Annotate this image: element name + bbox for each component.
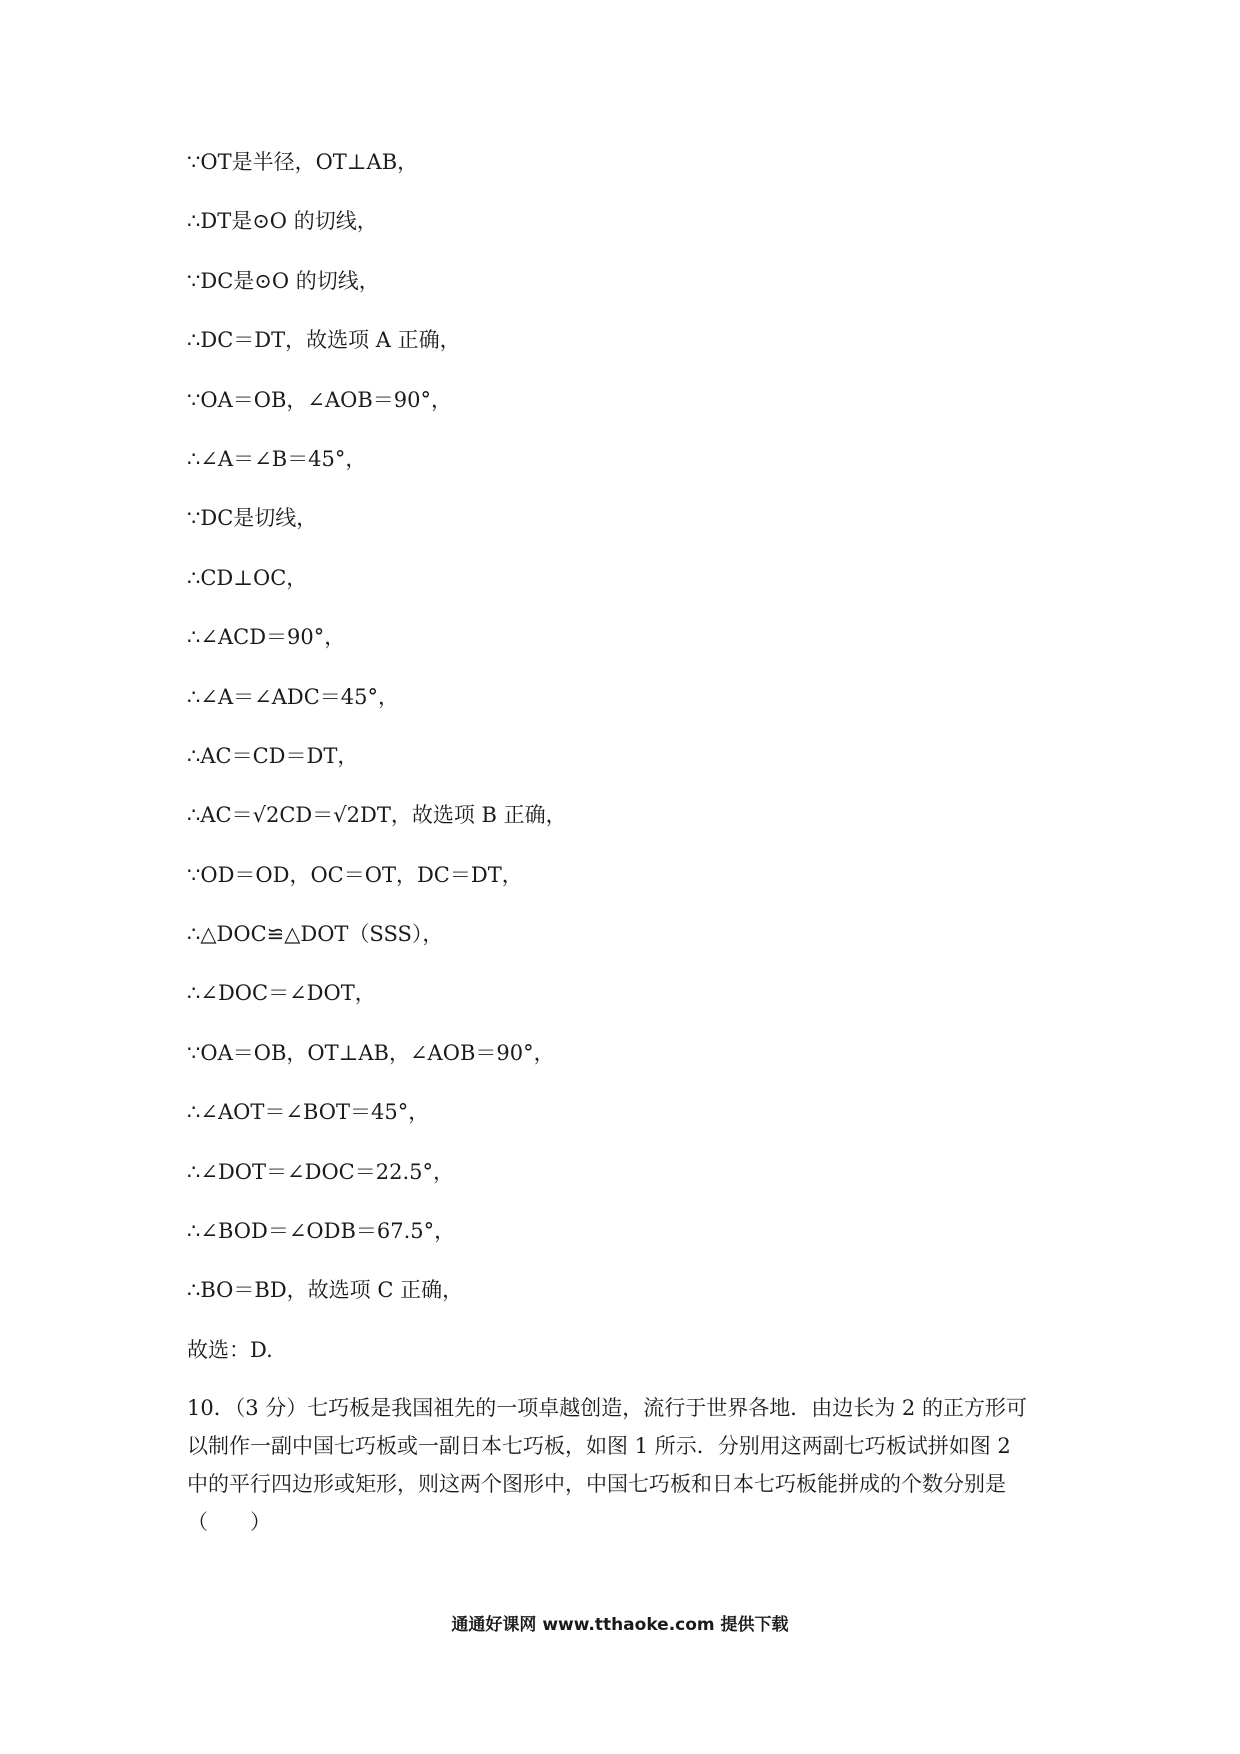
page-footer: 通通好课网 www.tthaoke.com 提供下载 — [451, 1615, 789, 1635]
solution-line: ∴∠BOD＝∠ODB＝67.5°， — [187, 1219, 456, 1244]
solution-line: ∴∠A＝∠ADC＝45°， — [187, 684, 400, 709]
solution-line: ∵OA＝OB，OT⊥AB，∠AOB＝90°， — [187, 1040, 555, 1065]
solution-line: ∴AC＝CD＝DT， — [187, 743, 359, 768]
question-line: 中的平行四边形或矩形，则这两个图形中，中国七巧板和日本七巧板能拼成的个数分别是 — [187, 1472, 1006, 1496]
solution-line: ∵DC是⊙O 的切线， — [187, 268, 380, 293]
solution-line: ∴∠A＝∠B＝45°， — [187, 446, 367, 471]
solution-line: ∴DC＝DT，故选项 A 正确， — [187, 328, 461, 353]
solution-line: ∴BO＝BD，故选项 C 正确， — [187, 1278, 464, 1303]
solution-line: 故选：D. — [187, 1337, 273, 1362]
solution-line: ∴∠ACD＝90°， — [187, 625, 346, 650]
solution-line: ∴∠AOT＝∠BOT＝45°， — [187, 1100, 430, 1125]
solution-line: ∵OD＝OD，OC＝OT，DC＝DT， — [187, 862, 523, 887]
solution-block — [187, 147, 1067, 1394]
solution-line: ∴∠DOT＝∠DOC＝22.5°， — [187, 1159, 454, 1184]
solution-line: ∴DT是⊙O 的切线， — [187, 209, 378, 234]
question-line: 10．（3 分）七巧板是我国祖先的一项卓越创造，流行于世界各地．由边长为 2 的正方形可 — [187, 1396, 1027, 1420]
question-line: 以制作一副中国七巧板或一副日本七巧板，如图 1 所示．分别用这两副七巧板试拼如图 2 — [187, 1434, 1011, 1458]
question-10 — [187, 1389, 1067, 1541]
solution-line: ∵OA＝OB，∠AOB＝90°， — [187, 387, 453, 412]
solution-line: ∵DC是切线， — [187, 506, 318, 531]
solution-line: ∴△DOC≌△DOT（SSS）， — [187, 922, 444, 947]
solution-line: ∴∠DOC＝∠DOT， — [187, 981, 376, 1006]
question-answer-blank: （ ） — [187, 1510, 271, 1534]
solution-line: ∵OT是半径，OT⊥AB， — [187, 150, 419, 174]
solution-line: ∴AC＝√2CD＝√2DT，故选项 B 正确， — [187, 803, 567, 828]
solution-line: ∴CD⊥OC， — [187, 565, 308, 590]
